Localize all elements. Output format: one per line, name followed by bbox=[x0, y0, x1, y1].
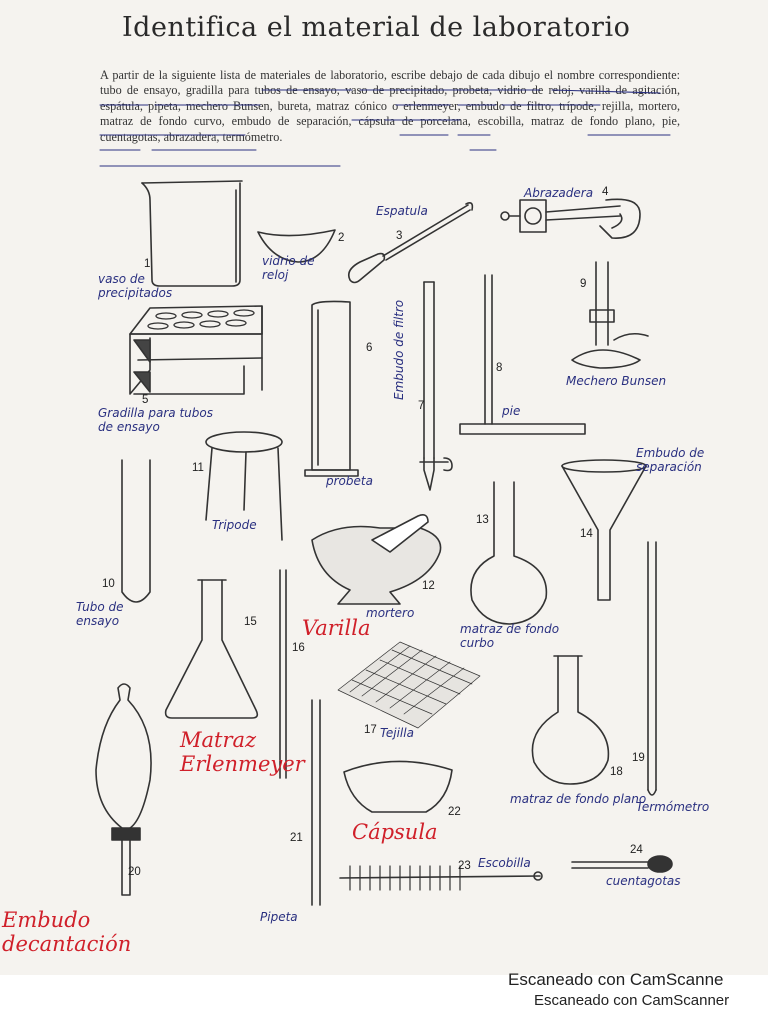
item-number-24: 24 bbox=[630, 844, 643, 856]
item-number-6: 6 bbox=[366, 342, 373, 354]
item-label-11: Tripode bbox=[212, 518, 257, 532]
item-number-14: 14 bbox=[580, 528, 593, 540]
item-label-7: Embudo de filtro bbox=[392, 299, 406, 400]
item-label-12: mortero bbox=[366, 606, 415, 620]
ring-stand-drawing bbox=[460, 275, 585, 434]
item-label-3: Espatula bbox=[376, 204, 428, 218]
item-label-20: Embudo decantación bbox=[2, 908, 132, 956]
item-number-2: 2 bbox=[338, 232, 345, 244]
test-tube-rack-drawing bbox=[130, 306, 262, 394]
item-number-7: 7 bbox=[418, 400, 425, 412]
item-label-4: Abrazadera bbox=[524, 186, 594, 200]
item-number-9: 9 bbox=[580, 278, 587, 290]
camscanner-watermark-bottom: Escaneado con CamScanner bbox=[534, 992, 730, 1009]
flat-bottom-flask-drawing bbox=[532, 656, 608, 784]
item-label-6: probeta bbox=[326, 474, 373, 488]
item-label-23: Escobilla bbox=[478, 856, 531, 870]
item-number-1: 1 bbox=[144, 258, 151, 270]
item-number-4: 4 bbox=[602, 186, 609, 198]
item-number-22: 22 bbox=[448, 806, 461, 818]
page-title: Identifica el material de laboratorio bbox=[122, 12, 631, 43]
item-number-12: 12 bbox=[422, 580, 435, 592]
item-label-14: Embudo de separación bbox=[636, 446, 705, 474]
filter-funnel-drawing bbox=[562, 460, 646, 600]
item-number-10: 10 bbox=[102, 578, 115, 590]
burette-drawing bbox=[420, 282, 452, 490]
item-label-5: Gradilla para tubos de ensayo bbox=[98, 406, 213, 434]
pipette-drawing bbox=[312, 700, 320, 905]
dropper-drawing bbox=[572, 856, 672, 872]
item-number-23: 23 bbox=[458, 860, 471, 872]
item-number-15: 15 bbox=[244, 616, 257, 628]
camscanner-watermark: Escaneado con CamScanne bbox=[508, 970, 724, 989]
thermometer-drawing bbox=[648, 542, 656, 795]
test-tube-drawing bbox=[122, 460, 150, 602]
item-number-19: 19 bbox=[632, 752, 645, 764]
item-label-15: Matraz Erlenmeyer bbox=[180, 728, 305, 776]
erlenmeyer-flask-drawing bbox=[166, 580, 258, 718]
item-label-17: Tejilla bbox=[380, 726, 414, 740]
intro-paragraph: A partir de la siguiente lista de materiales de laboratorio, escribe debajo de cada dibujo el nombre correspondiente: tubo de ensayo, gradilla para tubos de ensayo, vaso de precipitado, probeta, vidrio de reloj, varilla de agitación, espátula, pipeta, mechero Bunsen, bureta, matraz cónico o erlenmeyer, embudo de filtro, trípode, rejilla, mortero, matraz de fondo curvo, embudo de separación, cápsula de porcelana, escobilla, matraz de fondo plano, pie, cuentagotas, abrazadera, termómetro. bbox=[100, 68, 680, 144]
item-label-24: cuentagotas bbox=[606, 874, 681, 888]
item-label-21: Pipeta bbox=[260, 910, 298, 924]
wire-gauze-drawing bbox=[338, 642, 480, 728]
item-label-22: Cápsula bbox=[352, 820, 438, 844]
separatory-funnel-drawing bbox=[96, 684, 151, 895]
item-number-11: 11 bbox=[192, 462, 204, 474]
clamp-drawing bbox=[501, 199, 640, 238]
item-label-13: matraz de fondo curbo bbox=[460, 622, 560, 650]
item-number-17: 17 bbox=[364, 724, 377, 736]
item-number-13: 13 bbox=[476, 514, 489, 526]
graduated-cylinder-drawing bbox=[305, 301, 358, 476]
beaker-drawing bbox=[142, 181, 242, 286]
item-label-18: matraz de fondo plano bbox=[510, 792, 647, 806]
item-label-9: Mechero Bunsen bbox=[566, 374, 667, 388]
item-label-8: pie bbox=[502, 404, 521, 418]
item-label-19: Termómetro bbox=[636, 800, 710, 814]
round-bottom-flask-drawing bbox=[471, 482, 546, 624]
item-number-3: 3 bbox=[396, 230, 403, 242]
item-label-10: Tubo de ensayo bbox=[76, 600, 124, 628]
item-number-8: 8 bbox=[496, 362, 503, 374]
item-number-21: 21 bbox=[290, 832, 303, 844]
item-number-18: 18 bbox=[610, 766, 623, 778]
item-label-16: Varilla bbox=[302, 616, 371, 640]
item-number-5: 5 bbox=[142, 394, 149, 406]
evaporating-dish-drawing bbox=[344, 761, 452, 812]
item-number-20: 20 bbox=[128, 866, 141, 878]
item-label-1: vaso de precipitados bbox=[98, 272, 173, 300]
item-label-2: vidrio de reloj bbox=[262, 254, 315, 282]
item-number-16: 16 bbox=[292, 642, 305, 654]
